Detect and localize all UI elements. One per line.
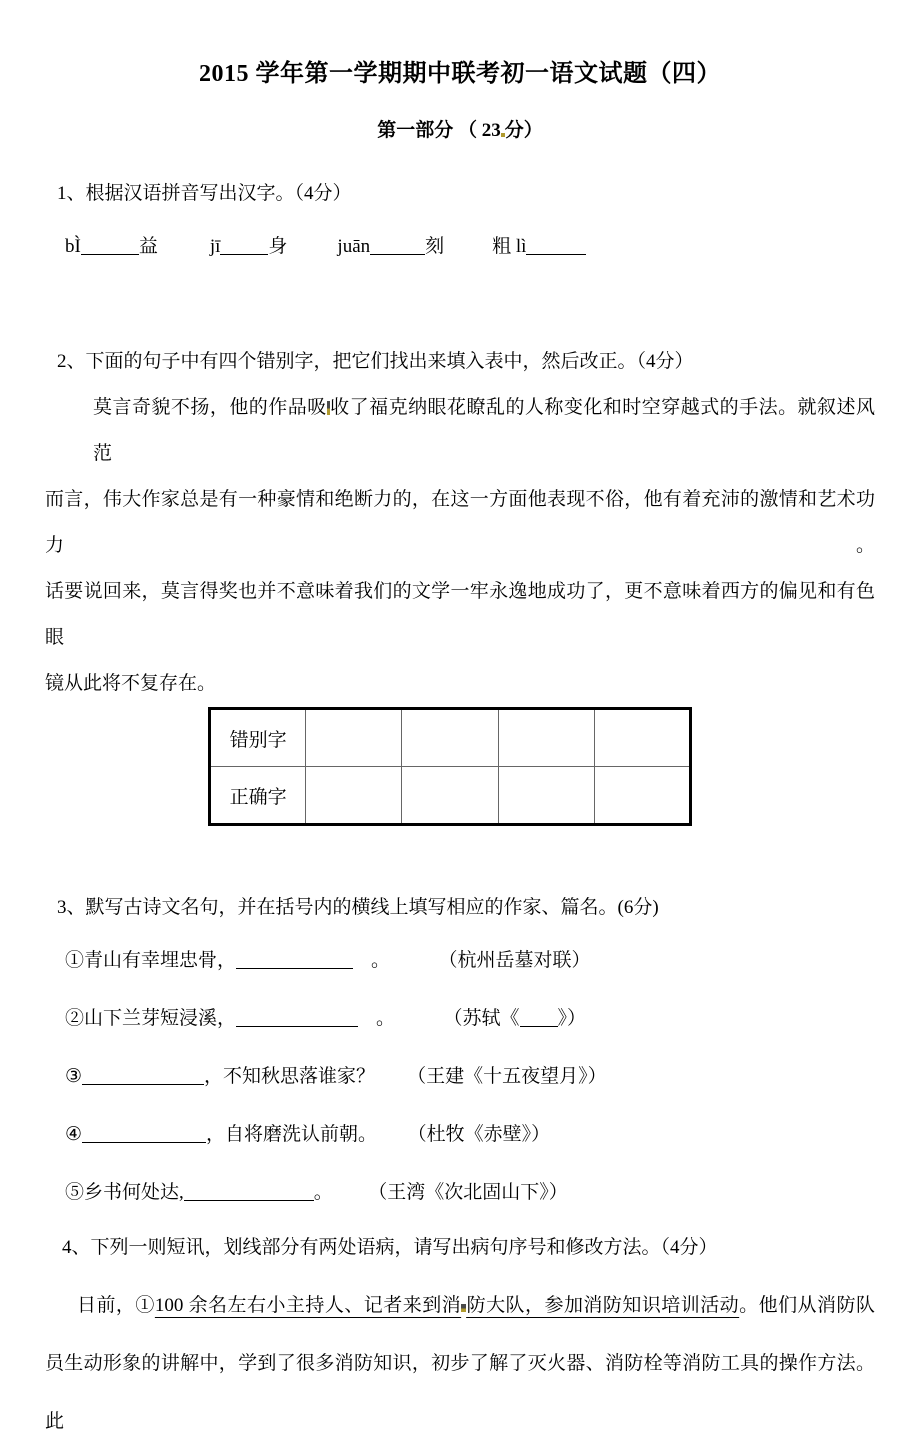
source-text: 》） (557, 1008, 587, 1029)
answer-cell (306, 709, 402, 767)
item-source: （杜牧《赤壁》） (417, 1124, 551, 1145)
paragraph-line: 镜从此将不复存在。 (45, 673, 217, 694)
paragraph-text: 收了福克纳眼花瞭乱的人称变化和时空穿越式的手法。就叙述风范 (93, 397, 875, 464)
pinyin-syllable: jī (209, 236, 221, 257)
target-character: 身 (268, 236, 288, 257)
q1-pinyin-row (45, 232, 875, 261)
answer-blank (82, 1123, 206, 1143)
paragraph-line (45, 385, 875, 477)
answer-blank (370, 235, 425, 255)
pinyin-syllable: 粗 lì (492, 236, 527, 257)
page-title: 2015 学年第一学期期中联考初一语文试题（四） (199, 61, 721, 87)
underlined-text (155, 1295, 466, 1316)
item-source: （王湾《次北固山下》） (377, 1182, 568, 1203)
answer-cell (498, 767, 594, 825)
underlined-text: 防大队，参加消防知识培训活动 (466, 1295, 740, 1316)
item-source: （王建《十五夜望月》） (407, 1066, 607, 1087)
paragraph-line: 员生动形象的讲解中，学到了很多消防知识，初步了解了灭火器、消防栓等消防工具的操作方法。此 (45, 1353, 875, 1432)
answer-cell (402, 709, 498, 767)
q2-prompt: 2、下面的句子中有四个错别字，把它们找出来填入表中，然后改正。（4分） (57, 351, 694, 372)
answer-blank (81, 235, 139, 255)
section-header-text-a: 第一部分 （ 23 (377, 120, 501, 141)
item-lead: ③ (65, 1066, 83, 1087)
exam-page (0, 58, 920, 1432)
q4-prompt: 4、下列一则短讯，划线部分有两处语病，请写出病句序号和修改方法。（4分） (62, 1237, 718, 1258)
target-character: 刻 (425, 236, 445, 257)
pinyin-item-juan (337, 236, 444, 257)
source-text: （苏轼《 (453, 1008, 520, 1029)
section-header (45, 117, 875, 144)
pinyin-item-ji (210, 236, 288, 257)
answer-cell (306, 767, 402, 825)
answer-blank (526, 235, 586, 255)
target-character: 益 (138, 236, 158, 257)
paragraph-line: 而言，伟大作家总是有一种豪情和绝断力的，在这一方面他表现不俗，他有着充沛的激情和艺术功力。 (45, 489, 875, 556)
answer-cell (594, 709, 690, 767)
table-row-wrong-chars (210, 709, 691, 767)
paragraph-text: 莫言奇貌不扬，他的作品吸 (93, 397, 327, 418)
answer-blank (520, 1007, 558, 1027)
q3-item-3 (45, 1062, 875, 1090)
typo-table (208, 707, 692, 826)
pinyin-syllable: juān (337, 236, 371, 257)
answer-cell (498, 709, 594, 767)
answer-blank (220, 235, 268, 255)
answer-cell (402, 767, 498, 825)
answer-blank (236, 1007, 358, 1027)
paragraph-line: 话要说回来，莫言得奖也并不意味着我们的文学一牢永逸地成功了，更不意味着西方的偏见和有色眼 (45, 581, 875, 648)
answer-cell (594, 767, 690, 825)
item-tail: 。 (313, 1182, 333, 1203)
item-tail: 。 (376, 1008, 396, 1029)
section-header-text-b: 分） (504, 120, 543, 141)
row-label-cell: 正确字 (210, 767, 306, 825)
q2-paragraph (45, 385, 875, 707)
underlined-segment: 100 余名左右小主持人、记者来到消 (154, 1295, 462, 1316)
q3-prompt: 3、默写古诗文名句，并在括号内的横线上填写相应的作家、篇名。(6分) (57, 897, 659, 918)
q3-item-5 (45, 1178, 875, 1206)
q4-paragraph (45, 1277, 875, 1451)
item-lead: ⑤乡书何处达, (65, 1182, 184, 1203)
q3-item-1 (45, 946, 875, 974)
item-lead: ④ (65, 1124, 83, 1145)
paragraph-text: 。他们从消防队 (739, 1295, 875, 1316)
item-tail: 。 (371, 950, 391, 971)
q1-prompt: 1、根据汉语拼音写出汉字。（4分） (57, 183, 352, 204)
q3-item-2 (45, 1004, 875, 1032)
pinyin-item-li (492, 236, 586, 257)
item-tail: ，不知秋思落谁家？ (204, 1066, 376, 1087)
pinyin-item-bi (65, 236, 158, 257)
item-lead: ①青山有幸埋忠骨， (65, 950, 237, 971)
row-label-cell: 错别字 (210, 709, 306, 767)
answer-blank (184, 1181, 314, 1201)
item-lead: ②山下兰芽短浸溪， (65, 1008, 237, 1029)
item-tail: ，自将磨洗认前朝。 (206, 1124, 378, 1145)
table-row-correct-chars (210, 767, 691, 825)
paragraph-text: 日前，① (77, 1295, 155, 1316)
item-source (453, 1008, 586, 1029)
answer-blank (236, 949, 353, 969)
answer-blank (82, 1065, 204, 1085)
q3-item-4 (45, 1120, 875, 1148)
paragraph-line (45, 1277, 875, 1335)
pinyin-syllable: bÌ (65, 236, 81, 257)
item-source: （杭州岳墓对联） (448, 950, 591, 971)
